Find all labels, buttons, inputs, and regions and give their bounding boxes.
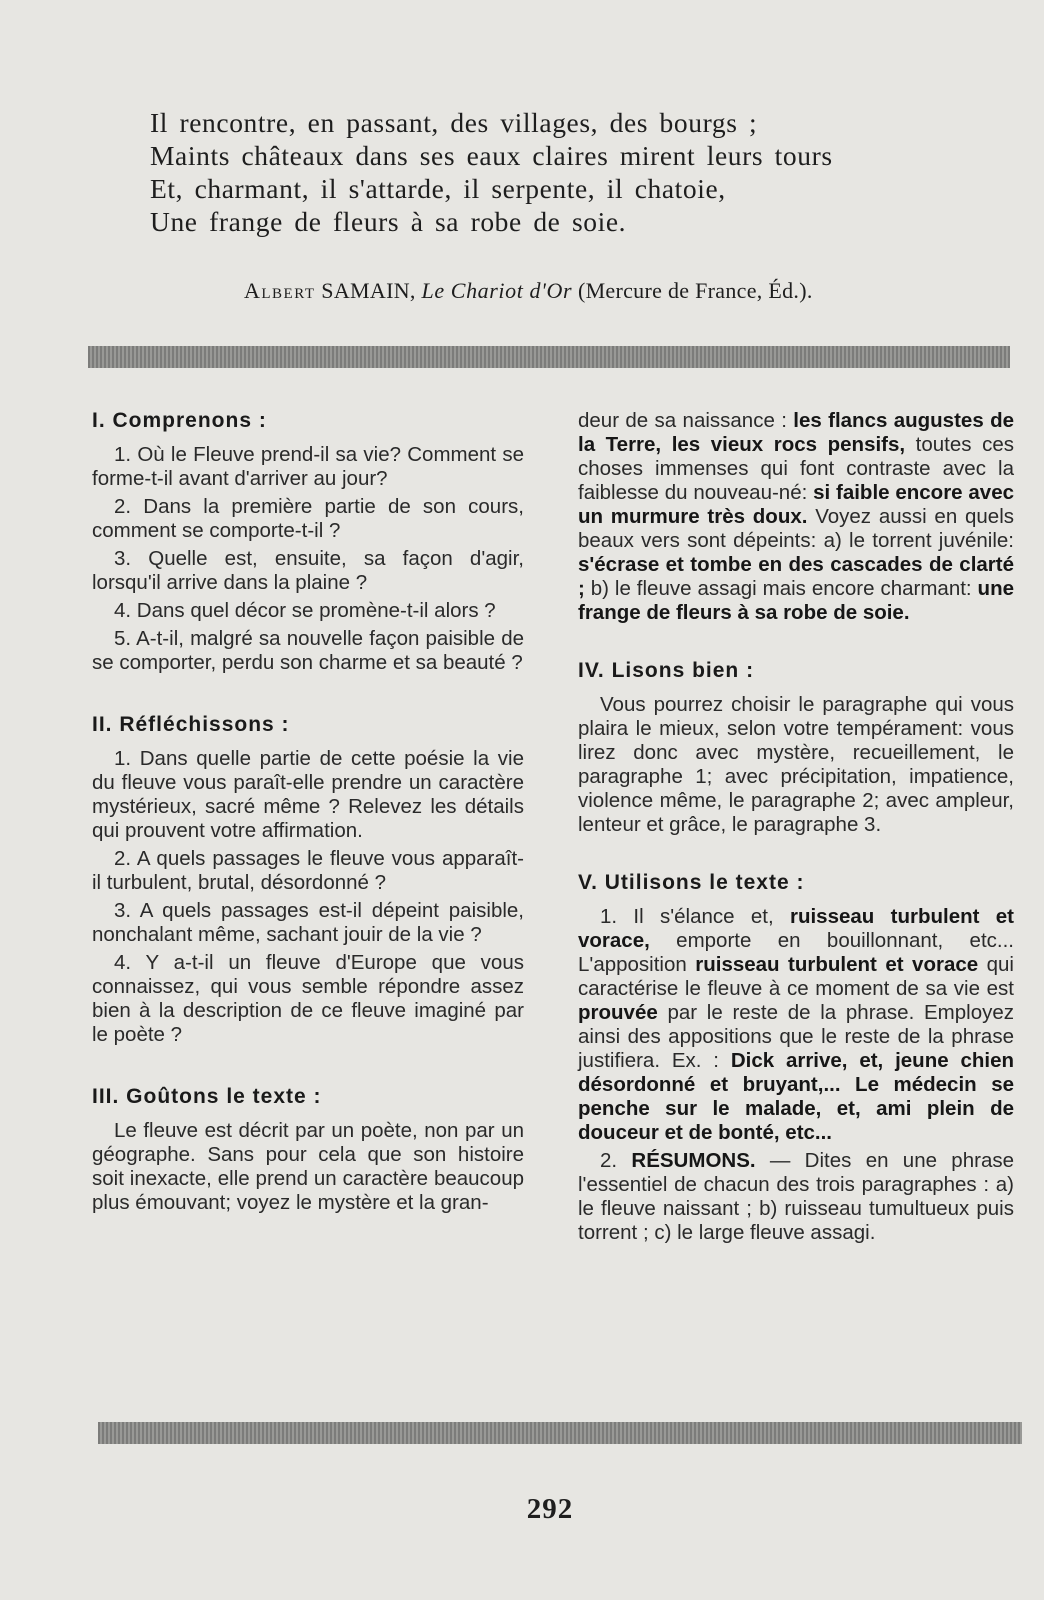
question: 3. Quelle est, ensuite, sa façon d'agir, lorsqu'il arrive dans la plaine ?	[92, 547, 524, 594]
quote-run: une frange de fleurs à sa robe de soie.	[578, 577, 1014, 624]
bold-run: ruisseau turbulent et vorace	[695, 953, 979, 976]
section-heading-utilisons: V. Utilisons le texte :	[578, 871, 805, 894]
poem-stanza	[150, 106, 970, 238]
bold-run: ruisseau turbulent et vorace,	[578, 905, 1014, 952]
quote-run: les flancs augustes de la Terre, les vieux rocs pensifs,	[578, 409, 1014, 456]
poem-line: Une frange de fleurs à sa robe de soie.	[150, 206, 627, 237]
section-heading-comprenons: I. Comprenons :	[92, 409, 267, 432]
divider-band	[88, 346, 1010, 368]
question: 2. A quels passages le fleuve vous apparaît-il turbulent, brutal, désordonné ?	[92, 847, 524, 894]
text-run: — Dites en une phrase l'essentiel de chacun des trois paragraphes : a) le fleuve naissant ; b) ruisseau tumultueux puis torrent ; c) le large fleuve assagi.	[578, 1149, 1014, 1244]
paragraph: Vous pourrez choisir le paragraphe qui vous plaira le mieux, selon votre tempérament: vous lirez donc avec mystère, recueillement, le paragraphe 1; avec précipitation, impatience, violence même, le paragraphe 2; avec ampleur, lenteur et grâce, le paragraphe 3.	[578, 693, 1014, 836]
author-last-name: SAMAIN,	[321, 278, 416, 303]
poem-line: Il rencontre, en passant, des villages, des bourgs ;	[150, 107, 758, 138]
question: 2. Dans la première partie de son cours, comment se comporte-t-il ?	[92, 495, 524, 542]
question: 4. Dans quel décor se promène-t-il alors ?	[114, 599, 496, 622]
question: 1. Dans quelle partie de cette poésie la vie du fleuve vous paraît-elle prendre un caractère mystérieux, sacré même ? Relevez les détails qui prouvent votre affirmation.	[92, 747, 524, 842]
text-run: 1. Il s'élance et,	[600, 905, 790, 928]
right-column	[578, 409, 1014, 1245]
bold-run: Dick arrive, et, jeune chien désordonné et bruyant,... Le médecin se penche sur le malade, et, ami plein de douceur et de bonté, etc...	[578, 1049, 1014, 1144]
left-column	[92, 409, 524, 1215]
divider-band	[98, 1422, 1022, 1444]
section-heading-reflechissons: II. Réfléchissons :	[92, 713, 290, 736]
bold-run: RÉSUMONS.	[631, 1149, 756, 1172]
section-heading-lisons: IV. Lisons bien :	[578, 659, 755, 682]
poem-line: Et, charmant, il s'attarde, il serpente, il chatoie,	[150, 173, 726, 204]
poem-attribution	[244, 278, 1004, 304]
exercise-1	[578, 905, 1014, 1145]
paragraph: Le fleuve est décrit par un poète, non par un géographe. Sans pour cela que son histoire soit inexacte, elle prend un caractère beaucoup plus émouvant; voyez le mystère et la gran-	[92, 1119, 524, 1214]
paragraph-continued	[578, 409, 1014, 625]
author-first-name: Albert	[244, 278, 316, 303]
section-heading-goutons: III. Goûtons le texte :	[92, 1085, 322, 1108]
exercise-2	[578, 1149, 1014, 1245]
text-run: Voyez aussi en quels beaux vers sont dépeints: a) le torrent juvénile:	[578, 505, 1014, 552]
text-run: b) le fleuve assagi mais encore charmant:	[584, 577, 978, 600]
question: 4. Y a-t-il un fleuve d'Europe que vous connaissez, qui vous semble répondre assez bien à la description de ce fleuve imaginé par le poète ?	[92, 951, 524, 1046]
bold-run: prouvée	[578, 1001, 658, 1024]
text-run: qui caractérise le fleuve à ce moment de sa vie est	[578, 953, 1014, 1000]
quote-run: si faible encore avec un murmure très doux.	[578, 481, 1014, 528]
question: 3. A quels passages est-il dépeint paisible, nonchalant même, sachant jouir de la vie ?	[92, 899, 524, 946]
text-run: toutes ces choses immenses qui font contraste avec la faiblesse du nouveau-né:	[578, 433, 1015, 504]
quote-run: s'écrase et tombe en des cascades de clarté ;	[578, 553, 1014, 600]
poem-line: Maints châteaux dans ses eaux claires mirent leurs tours	[150, 140, 833, 171]
text-run: 2.	[600, 1149, 632, 1172]
text-run: par le reste de la phrase. Employez ainsi des appositions que le reste de la phrase justifiera. Ex. :	[578, 1001, 1014, 1072]
text-run: emporte en bouillonnant, etc... L'apposition	[578, 929, 1014, 976]
publisher: (Mercure de France, Éd.).	[577, 278, 813, 303]
question: 1. Où le Fleuve prend-il sa vie? Comment se forme-t-il avant d'arriver au jour?	[92, 443, 524, 490]
page-number: 292	[526, 1493, 574, 1525]
text-run: deur de sa naissance :	[578, 409, 794, 432]
work-title: Le Chariot d'Or	[421, 278, 573, 303]
question: 5. A-t-il, malgré sa nouvelle façon paisible de se comporter, perdu son charme et sa beauté ?	[92, 627, 524, 674]
